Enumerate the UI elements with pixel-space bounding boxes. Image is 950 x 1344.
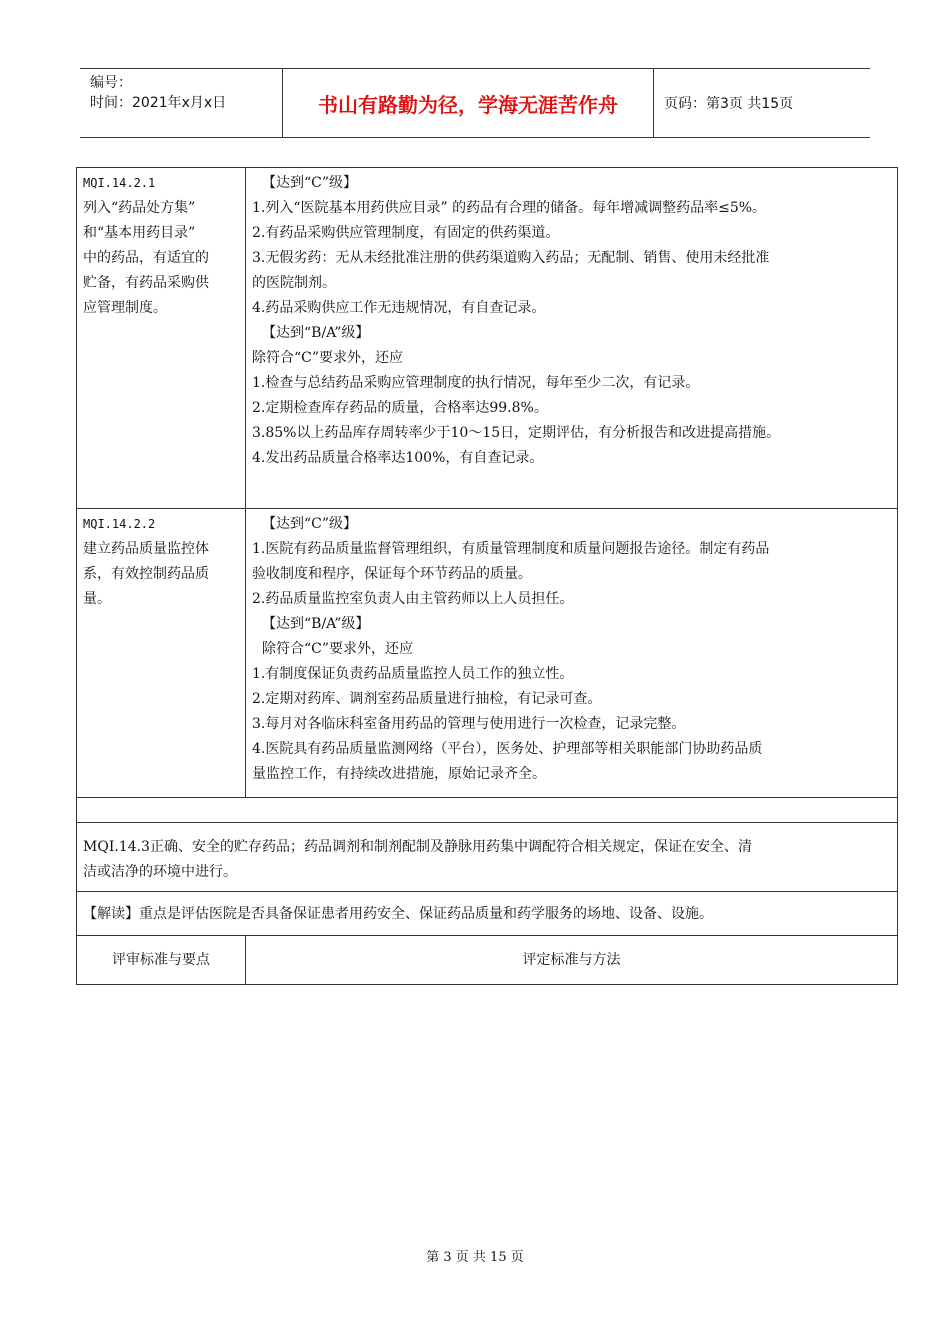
criteria-line: 2.药品质量监控室负责人由主管药师以上人员担任。 (252, 591, 574, 607)
grade-heading: 【达到“B/A”级】 (262, 616, 370, 632)
standard-title-line: 量。 (83, 591, 111, 607)
criteria-line: 4.医院具有药品质量监测网络（平台），医务处、护理部等相关职能部门协助药品质 (252, 741, 763, 757)
criteria-line: 4.发出药品质量合格率达100%，有自查记录。 (252, 450, 544, 466)
criteria-line: 2.定期对药库、调剂室药品质量进行抽检，有记录可查。 (252, 691, 602, 707)
table-row (77, 168, 898, 509)
criteria-line: 4.药品采购供应工作无违规情况，有自查记录。 (252, 300, 546, 316)
document-time-label: 时间：2021年x月x日 (90, 95, 227, 111)
criteria-line: 2.定期检查库存药品的质量，合格率达99.8%。 (252, 400, 548, 416)
grade-heading: 【达到“B/A”级】 (262, 325, 370, 341)
evaluation-cell (246, 509, 898, 798)
standard-title-line: 系，有效控制药品质 (83, 566, 209, 582)
standard-item-cell (77, 168, 246, 509)
footer-page-number: 第 3 页 共 15 页 (426, 1250, 524, 1265)
criteria-line: 1.医院有药品质量监督管理组织，有质量管理制度和质量问题报告途径。制定有药品 (252, 541, 770, 557)
table-row (77, 509, 898, 798)
criteria-line: 的医院制剂。 (252, 275, 336, 291)
standard-code: MQI.14.2.2 (83, 517, 156, 531)
header-motto: 书山有路勤为径，学海无涯苦作舟 (282, 69, 654, 137)
criteria-line: 量监控工作，有持续改进措施，原始记录齐全。 (252, 766, 546, 782)
grade-heading: 【达到“C”级】 (262, 516, 358, 532)
standard-title-line: 列入“药品处方集” (83, 200, 196, 216)
standard-title-line: 中的药品，有适宜的 (83, 250, 209, 266)
header-meta (80, 69, 282, 137)
standard-title-line: 建立药品质量监控体 (83, 541, 209, 557)
standard-statement-line: MQI.14.3正确、安全的贮存药品；药品调剂和制剂配制及静脉用药集中调配符合相关规定，保证在安全、清 (83, 839, 752, 855)
standard-title-line: 和“基本用药目录” (83, 225, 196, 241)
table-header-row (77, 936, 898, 985)
table-row (77, 892, 898, 936)
standard-title-line: 应管理制度。 (83, 300, 167, 316)
page-header (80, 68, 870, 138)
standard-title-line: 贮备，有药品采购供 (83, 275, 209, 291)
evaluation-cell (246, 168, 898, 509)
standard-statement-line: 洁或洁净的环境中进行。 (83, 864, 237, 880)
criteria-line: 除符合“C”要求外，还应 (262, 641, 414, 657)
criteria-line: 3.每月对各临床科室备用药品的管理与使用进行一次检查，记录完整。 (252, 716, 686, 732)
standards-table (76, 167, 898, 985)
interpretation: 【解读】重点是评估医院是否具备保证患者用药安全、保证药品质量和药学服务的场地、设备、设施。 (77, 892, 898, 936)
criteria-line: 验收制度和程序，保证每个环节药品的质量。 (252, 566, 532, 582)
column-header-right: 评定标准与方法 (246, 936, 898, 985)
table-row (77, 798, 898, 823)
standard-item-cell (77, 509, 246, 798)
standard-statement (77, 823, 898, 892)
page-footer (0, 1246, 950, 1265)
column-header-left: 评审标准与要点 (77, 936, 246, 985)
criteria-line: 3.无假劣药：无从未经批准注册的供药渠道购入药品；无配制、销售、使用未经批准 (252, 250, 770, 266)
criteria-line: 1.检查与总结药品采购应管理制度的执行情况，每年至少二次，有记录。 (252, 375, 700, 391)
criteria-line: 1.列入“医院基本用药供应目录” 的药品有合理的储备。每年增减调整药品率≤5%。 (252, 200, 767, 216)
header-page-label: 页码：第3页 共15页 (664, 96, 794, 112)
criteria-line: 1.有制度保证负责药品质量监控人员工作的独立性。 (252, 666, 574, 682)
criteria-line: 除符合“C”要求外，还应 (252, 350, 404, 366)
standard-code: MQI.14.2.1 (83, 176, 156, 190)
document-number-label: 编号： (90, 75, 132, 91)
criteria-line: 2.有药品采购供应管理制度，有固定的供药渠道。 (252, 225, 560, 241)
criteria-line: 3.85%以上药品库存周转率少于10～15日，定期评估，有分析报告和改进提高措施。 (252, 425, 781, 441)
empty-row (77, 798, 898, 823)
table-row (77, 823, 898, 892)
grade-heading: 【达到“C”级】 (262, 175, 358, 191)
